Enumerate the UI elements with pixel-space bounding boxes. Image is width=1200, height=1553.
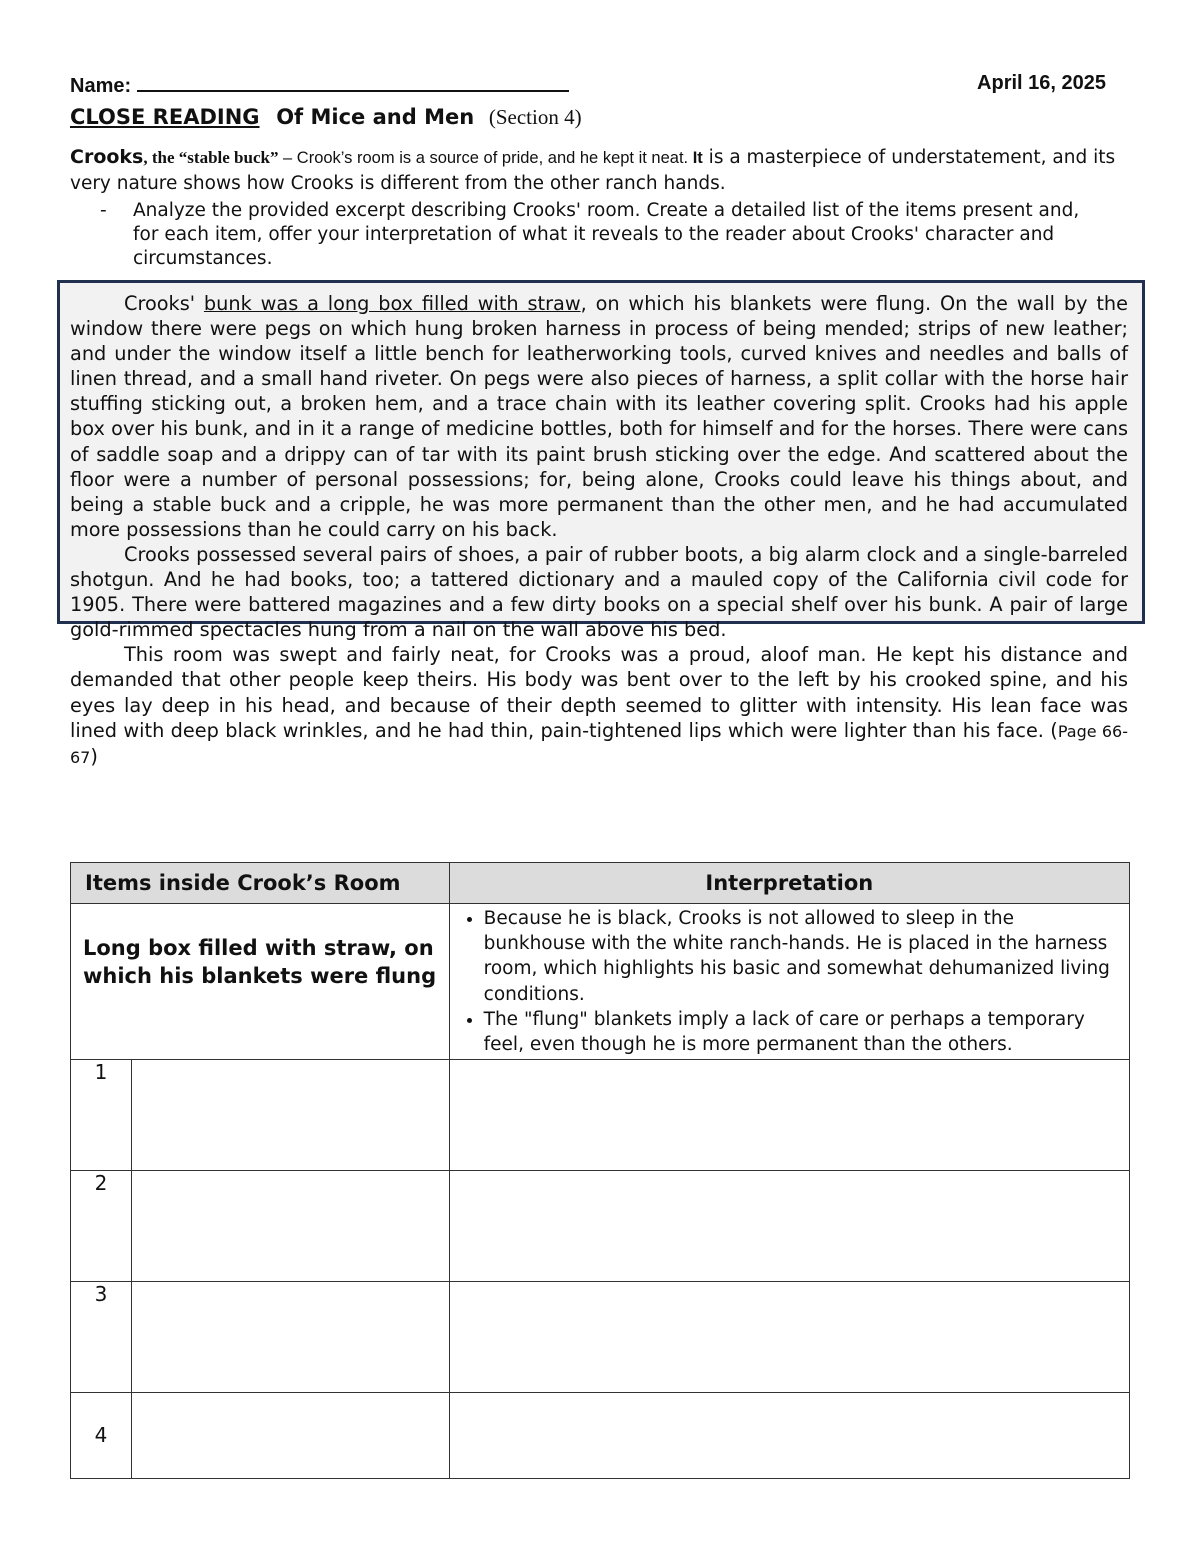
row-number: 3 xyxy=(71,1282,132,1393)
intro-it: It xyxy=(688,149,703,167)
row-number: 2 xyxy=(71,1171,132,1282)
interpretation-cell[interactable] xyxy=(449,1282,1129,1393)
interpretation-cell[interactable] xyxy=(449,1393,1129,1479)
example-item-text: Long box filled with straw, on which his blankets were flung xyxy=(83,936,437,988)
excerpt-paragraph-3: This room was swept and fairly neat, for Crooks was a proud, aloof man. He kept his distance and demanded that other people keep theirs. His body was bent over to the left by his crooked spine, and his eyes lay deep in his head, and because of their depth seemed to glitter with intensity. His lean face was lined with deep black wrinkles, and he had thin, pain-tightened lips which were lighter than his face. (Page 66-67) xyxy=(70,643,1129,768)
excerpt xyxy=(70,291,1128,770)
example-interpretation-cell xyxy=(449,904,1129,1060)
example-row xyxy=(71,904,1130,1060)
row-number: 4 xyxy=(71,1393,132,1479)
item-cell[interactable] xyxy=(131,1282,449,1393)
table-row xyxy=(71,1171,1130,1282)
interpretation-cell[interactable] xyxy=(449,1171,1129,1282)
task-dash: - xyxy=(100,200,107,221)
underlined-bunk-phrase: bunk was a long box filled with straw xyxy=(203,292,581,315)
item-cell[interactable] xyxy=(131,1060,449,1171)
name-label: Name: xyxy=(70,75,132,97)
intro-crooks: Crooks xyxy=(70,146,144,168)
task-instruction xyxy=(100,199,1100,271)
example-item-cell xyxy=(71,904,450,1060)
example-point-2: • The "flung" blankets imply a lack of care or perhaps a temporary feel, even though he is more permanent than the others. xyxy=(484,1007,1119,1057)
item-cell[interactable] xyxy=(131,1171,449,1282)
task-text: Analyze the provided excerpt describing Crooks' room. Create a detailed list of the items present and, for each item, offer your interpretation of what it reveals to the reader about Crooks' character and circumstances. xyxy=(133,200,1080,269)
name-field-label xyxy=(70,72,569,98)
intro-rest: is a masterpiece of understatement, and its very nature shows how Crooks is different from the other ranch hands. xyxy=(70,147,1116,194)
table-row xyxy=(71,1393,1130,1479)
example-point-1: • Because he is black, Crooks is not allowed to sleep in the bunkhouse with the white ranch-hands. He is placed in the harness room, which highlights his basic and somewhat dehumanized living conditions. xyxy=(484,906,1119,1007)
close-reading-label: CLOSE READING xyxy=(70,105,260,129)
section-label: (Section 4) xyxy=(488,105,582,129)
intro-pride: – Crook’s room is a source of pride, and he kept it neat. xyxy=(278,149,689,167)
table-header-row xyxy=(71,863,1130,904)
interpretation-cell[interactable] xyxy=(449,1060,1129,1171)
name-blank-line[interactable] xyxy=(137,72,569,92)
excerpt-paragraph-1: Crooks' bunk was a long box filled with straw, on which his blankets were flung. On the wall by the window there were pegs on which hung broken harness in process of being mended; strips of new leather; and under the window itself a little bench for leatherworking tools, curved knives and needles and balls of linen thread, and a small hand riveter. On pegs were also pieces of harness, a split collar with the horse hair stuffing sticking out, a broken hem, and a trace chain with its leather covering split. Crooks had his apple box over his bunk, and in it a range of medicine bottles, both for himself and for the horses. There were cans of saddle soap and a drippy can of tar with its paint brush sticking over the edge. And scattered about the floor were a number of personal possessions; for, being alone, Crooks could leave his things about, and being a stable buck and a cripple, he was more permanent than the other men, and he had accumulated more possessions than he could carry on his back. xyxy=(70,292,1128,541)
col-interpretation-header: Interpretation xyxy=(449,863,1129,904)
table-row xyxy=(71,1060,1130,1171)
item-cell[interactable] xyxy=(131,1393,449,1479)
items-table xyxy=(70,862,1130,1479)
page-reference: Page 66-67 xyxy=(70,721,1129,767)
col-items-header: Items inside Crook’s Room xyxy=(71,863,450,904)
excerpt-paragraph-2: Crooks possessed several pairs of shoes, a pair of rubber boots, a big alarm clock and a single-barreled shotgun. And he had books, too; a tattered dictionary and a mauled copy of the California civil code for 1905. There were battered magazines and a few dirty books on a special shelf over his bunk. A pair of large gold-rimmed spectacles hung from a nail on the wall above his bed. xyxy=(70,542,1128,642)
page-title xyxy=(70,105,582,130)
intro-stable-buck: , the “stable buck” xyxy=(143,148,279,167)
table-row xyxy=(71,1282,1130,1393)
book-title: Of Mice and Men xyxy=(276,105,475,129)
row-number: 1 xyxy=(71,1060,132,1171)
intro-paragraph xyxy=(70,145,1130,196)
date: April 16, 2025 xyxy=(977,72,1106,94)
